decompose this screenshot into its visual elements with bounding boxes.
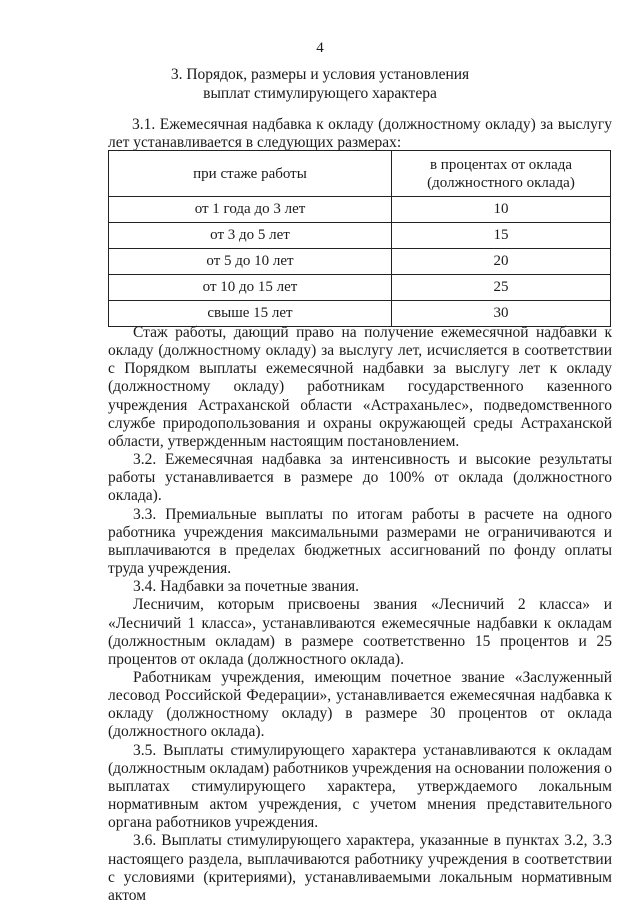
row-stage: от 10 до 15 лет (109, 275, 392, 301)
header-percent (392, 151, 611, 197)
table-row (109, 275, 611, 301)
paragraph-forester-titles: Лесничим, которым присвоены звания «Лесничий 2 класса» и «Лесничий 1 класса», устанавливаются ежемесячные надбавки к окладам (должностным окладам) в размере соответственно 15 процентов и 25 процентов от оклада (должностного оклада). (108, 596, 612, 668)
page-number: 4 (316, 40, 324, 56)
row-stage: от 5 до 10 лет (109, 249, 392, 275)
header-percent-line-2: (должностного оклада) (427, 174, 575, 191)
header-percent-line-1: в процентах от оклада (429, 156, 573, 173)
paragraph-3-3: 3.3. Премиальные выплаты по итогам работы в расчете на одного работника учреждения максимальными размерами не ограничиваются и выплачиваются в пределах бюджетных ассигнований по фонду оплаты труда учреждения. (108, 505, 612, 578)
row-stage: свыше 15 лет (109, 301, 392, 327)
section-title-line-2: выплат стимулирующего характера (203, 85, 437, 102)
table-row (109, 249, 611, 275)
table-row (109, 197, 611, 223)
header-stage: при стаже работы (109, 151, 392, 197)
paragraph-3-5: 3.5. Выплаты стимулирующего характера устанавливаются к окладам (должностным окладам) работников учреждения на основании положения о выплатах стимулирующего характера, утверждаемого локальным нормативным актом учреждения, с учетом мнения представительного органа работников учреждения. (108, 741, 612, 832)
seniority-table (108, 150, 611, 327)
paragraph-honored-forester: Работникам учреждения, имеющим почетное звание «Заслуженный лесовод Российской Федерации», устанавливается ежемесячная надбавка к окладу (должностному окладу) в размере 30 процентов от оклада (должностного оклада). (108, 668, 612, 741)
row-stage: от 3 до 5 лет (109, 223, 392, 249)
paragraph-3-4: 3.4. Надбавки за почетные звания. (133, 578, 360, 596)
paragraph-3-2: 3.2. Ежемесячная надбавка за интенсивность и высокие результаты работы устанавливается в размере до 100% от оклада (должностного оклада). (108, 451, 612, 505)
intro-paragraph (108, 116, 612, 152)
row-percent: 15 (392, 223, 611, 249)
table-header-row (109, 151, 611, 197)
section-title (0, 65, 640, 103)
paragraph-seniority-calculation: Стаж работы, дающий право на получение ежемесячной надбавки к окладу (должностному окладу) за выслугу лет, исчисляется в соответствии с Порядком выплаты ежемесячной надбавки за выслугу лет к окладу (должностному окладу) работникам государственного казенного учреждения Астраханской области «Астраханьлес», подведомственного службе природопользования и охраны окружающей среды Астраханской области, утвержденным настоящим постановлением. (108, 324, 612, 450)
row-percent: 20 (392, 249, 611, 275)
section-title-line-1: 3. Порядок, размеры и условия установления (170, 66, 470, 83)
table-row (109, 301, 611, 327)
row-percent: 30 (392, 301, 611, 327)
row-percent: 25 (392, 275, 611, 301)
table-row (109, 223, 611, 249)
intro-text: 3.1. Ежемесячная надбавка к окладу (должностному окладу) за выслугу лет устанавливается в следующих размерах: (108, 116, 612, 151)
row-percent: 10 (392, 197, 611, 223)
row-stage: от 1 года до 3 лет (109, 197, 392, 223)
document-body (108, 324, 612, 905)
paragraph-3-6: 3.6. Выплаты стимулирующего характера, указанные в пунктах 3.2, 3.3 настоящего раздела, выплачиваются работнику учреждения в соответствии с условиями (критериями), устанавливаемыми локальным нормативным актом (108, 832, 612, 904)
